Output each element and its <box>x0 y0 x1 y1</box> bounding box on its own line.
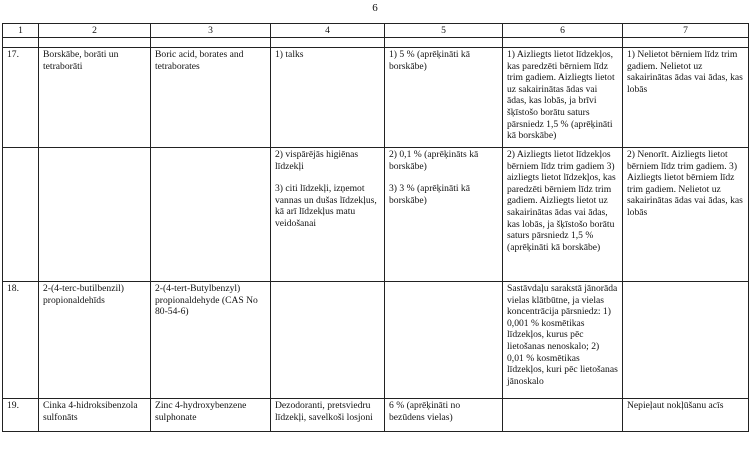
product-type-item: 3) citi līdzekļi, izņemot vannas un dušas līdzekļus, kā arī līdzekļus matu veidošanai <box>275 183 377 229</box>
row-number <box>3 148 39 282</box>
column-header: 4 <box>271 24 385 38</box>
product-type <box>271 148 385 282</box>
column-header: 7 <box>623 24 749 38</box>
substance-name-en <box>151 148 271 282</box>
product-type-item: 2) vispārējās higiēnas līdzekļi <box>275 149 359 172</box>
max-concentration <box>385 399 503 432</box>
max-concentration <box>385 148 503 282</box>
warnings: 1) Nelietot bērniem līdz trim gadiem. Nelietot uz sakairinātas ādas vai ādas, kas lobās <box>623 48 749 148</box>
restrictions <box>503 399 623 432</box>
row-number: 19. <box>3 399 39 432</box>
product-type <box>271 399 385 432</box>
column-header: 6 <box>503 24 623 38</box>
product-type <box>271 48 385 148</box>
table-row <box>3 148 749 282</box>
concentration-item: 2) 0,1 % (aprēķināts kā borskābe) <box>389 149 479 172</box>
table-row <box>3 399 749 432</box>
product-type <box>271 282 385 399</box>
warnings: 2) Nenorīt. Aizliegts lietot bērniem līdz trim gadiem. 3) Aizliegts lietot bērniem līdz trim gadiem. Nelietot uz sakairinātas ādas vai ādas, kas lobās <box>623 148 749 282</box>
column-header: 2 <box>39 24 151 38</box>
column-header: 5 <box>385 24 503 38</box>
substance-name-lv: Borskābe, borāti un tetraborāti <box>39 48 151 148</box>
product-type-item: Dezodoranti, pretsviedru līdzekļi, savelkoši losjoni <box>275 400 373 423</box>
substance-name-en: Boric acid, borates and tetraborates <box>151 48 271 148</box>
max-concentration <box>385 282 503 399</box>
column-header: 3 <box>151 24 271 38</box>
warnings <box>623 282 749 399</box>
concentration-item: 3) 3 % (aprēķināti kā borskābe) <box>389 183 470 206</box>
column-header-row <box>3 24 749 38</box>
row-number: 17. <box>3 48 39 148</box>
substance-name-en: 2-(4-tert-Butylbenzyl) propionaldehyde (CAS No 80-54-6) <box>151 282 271 399</box>
warnings: Nepieļaut nokļūšanu acīs <box>623 399 749 432</box>
product-type-item: 1) talks <box>275 49 304 60</box>
row-number: 18. <box>3 282 39 399</box>
page-number: 6 <box>372 2 378 14</box>
table-row <box>3 48 749 148</box>
restrictions: 2) Aizliegts lietot līdzekļos bērniem līdz trim gadiem 3) aizliegts lietot līdzekļos, kas paredzēti bērniem līdz trim gadiem. Aizliegts lietot uz sakairinātas ādas vai ādas, kas lobās, ja šķīstošo borātu saturs pārsniedz 1,5 % (aprēķināti kā borskābe) <box>503 148 623 282</box>
substance-name-lv <box>39 148 151 282</box>
substance-name-en: Zinc 4-hydroxybenzene sulphonate <box>151 399 271 432</box>
restrictions: 1) Aizliegts lietot līdzekļos, kas paredzēti bērniem līdz trim gadiem. Aizliegts lietot uz sakairinātas ādas vai ādas, kas lobās, ja brīvi šķīstošo borātu saturs pārsniedz 1,5 % (aprēķināti kā borskābe) <box>503 48 623 148</box>
column-header: 1 <box>3 24 39 38</box>
concentration-item: 6 % (aprēķināti no bezūdens vielas) <box>389 400 461 423</box>
concentration-item: 1) 5 % (aprēķināti kā borskābe) <box>389 49 470 72</box>
spacer-row <box>3 38 749 48</box>
substance-name-lv: 2-(4-terc-butilbenzil) propionaldehīds <box>39 282 151 399</box>
table-row <box>3 282 749 399</box>
max-concentration <box>385 48 503 148</box>
substance-name-lv: Cinka 4-hidroksibenzola sulfonāts <box>39 399 151 432</box>
regulation-table <box>2 23 749 432</box>
restrictions: Sastāvdaļu sarakstā jānorāda vielas klātbūtne, ja vielas koncentrācija pārsniedz: 1) 0,001 % kosmētikas līdzekļos, kurus pēc lietošanas nenoskalo; 2) 0,01 % kosmētikas līdzekļos, kuri pēc lietošanas jānoskalo <box>503 282 623 399</box>
